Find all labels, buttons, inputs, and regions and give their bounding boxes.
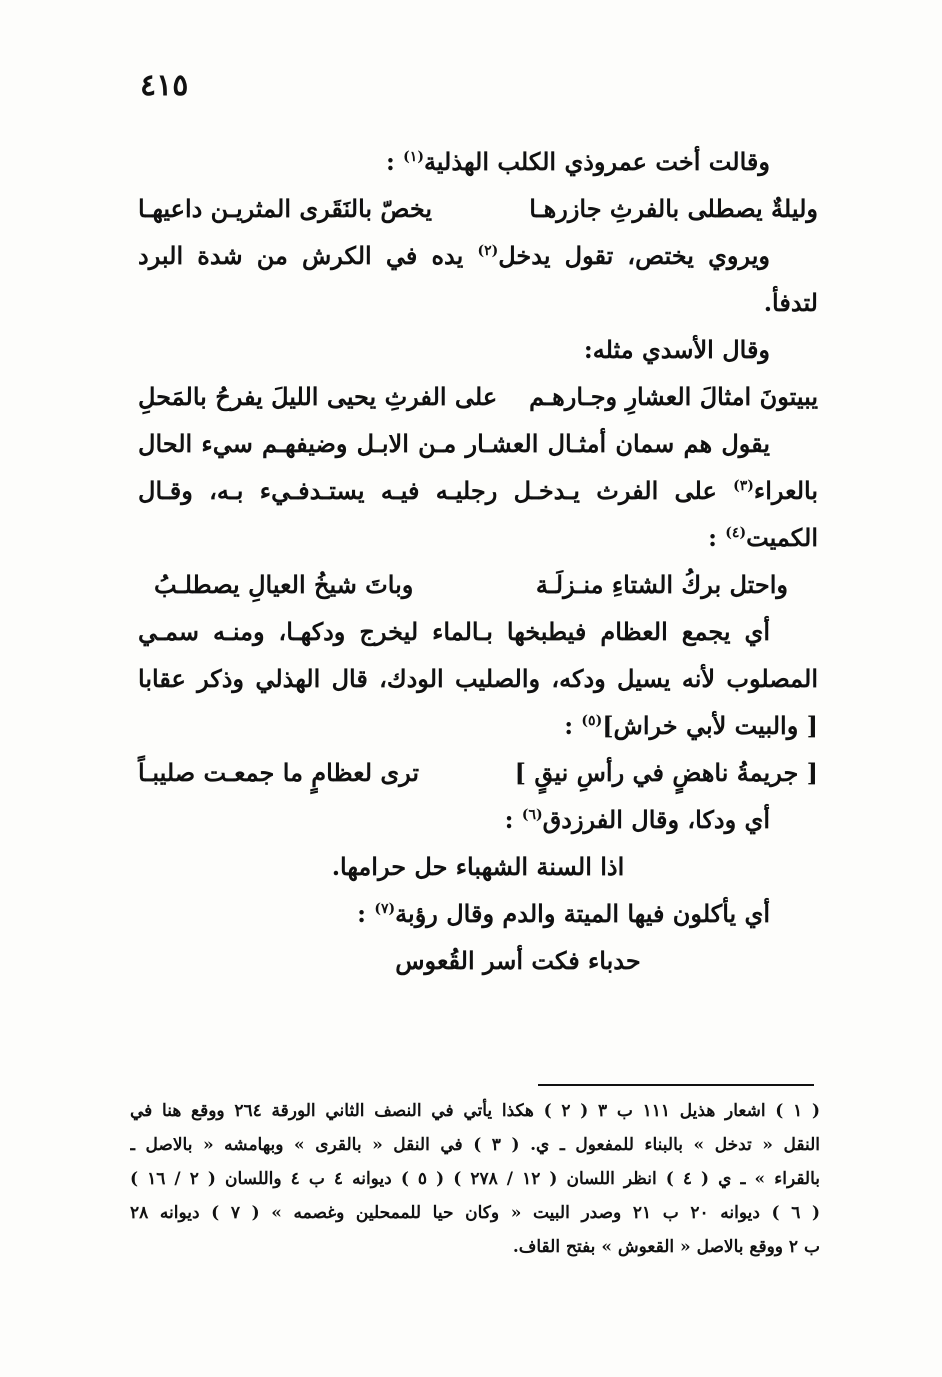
verse-line [138, 561, 818, 608]
verse-first-hemistich: واحتل بركُ الشتاءِ منـزلَـة [535, 570, 788, 599]
text-line: ويروي يختص، تقول يدخل$^{(٢)}$ يده في الكرش من شدة البرد [138, 241, 770, 270]
text-line: [ والبيت لأبي خراش]$^{(٥)}$ : [564, 711, 818, 740]
verse-second-hemistich: ترى لعظامٍ ما جمعـت صليبـاً [138, 758, 420, 787]
footnote-marker: (٥) [581, 713, 603, 729]
verse-second-hemistich: على الفرثِ يحيى الليلَ يفرحُ بالمَحلِ [138, 382, 498, 411]
footnote-marker: (١) [403, 149, 424, 165]
verse-first-hemistich: [ جريمةُ ناهضٍ في رأسِ نيقٍ ] [514, 758, 818, 787]
footnote-marker: (٢) [477, 243, 499, 259]
verse-first-hemistich: يبيتونَ امثالَ العشارِ وجـارهـم [529, 382, 818, 411]
footnote-marker: (٧) [374, 901, 396, 917]
footnote-separator [538, 1084, 814, 1086]
text-line: لتدفأ. [763, 288, 818, 317]
verse-second-hemistich: وباتَ شيخُ العيالِ يصطلـبُ [154, 570, 414, 599]
verse-line [138, 373, 818, 420]
text-line: يقول هم سمان أمثـال العشـار مـن الابـل وضيفهـم سيء الحال [138, 429, 770, 458]
footnote-marker: (٦) [521, 807, 543, 823]
verse-line [138, 185, 818, 232]
text-line: وقال الأسدي مثله: [583, 335, 770, 364]
text-line: وقالت أخت عمروذي الكلب الهذلية$^{(١)}$ : [385, 147, 770, 176]
text-line: أي ودكا، وقال الفرزدق$^{(٦)}$ : [504, 805, 770, 834]
text-line: الكميت$^{(٤)}$ : [708, 523, 818, 552]
verse-fragment: حدباء فكت أسر القُعوس [395, 946, 641, 975]
footnotes [130, 1094, 820, 1264]
footnote-line: ( ١ ) اشعار هذيل ١١١ ب ٣ ( ٢ ) هكذا يأتي في النصف الثاني الورقة ٢٦٤ ووقع هنا في [130, 1101, 820, 1121]
text-line: بالعراء$^{(٣)}$ على الفرث يـدخـل رجليـه فيـه يستـدفـيء بـه، وقـال [138, 476, 818, 505]
text-line: المصلوب لأنه يسيل ودكه، والصليب الودك، قال الهذلي وذكر عقابا [138, 664, 818, 693]
verse-line [138, 749, 818, 796]
footnote-marker: (٣) [733, 478, 754, 494]
verse-fragment: اذا السنة الشهباء حل حرامها. [331, 852, 625, 881]
page-number: ٤١٥ [140, 68, 189, 103]
text-line: أي يجمع العظام فيطبخها بـالماء ليخرج ودكهـا، ومنـه سمـي [138, 617, 770, 646]
main-text [138, 138, 818, 984]
verse-first-hemistich: وليلةٌ يصطلى بالفرثِ جازرهـا [529, 194, 818, 223]
text-line: أي يأكلون فيها الميتة والدم وقال رؤبة$^{(٧)}$ : [357, 899, 770, 928]
footnote-line: بالقراء » ـ ي ( ٤ ) انظر اللسان ( ١٢ / ٢٧٨ ) ( ٥ ) ديوانه ٤ ب ٤ واللسان ( ٢ / ١٦ ) [130, 1169, 820, 1189]
footnote-line: ( ٦ ) ديوانه ٢٠ ب ٢١ وصدر البيت « وكان حيا للممحلين وغصمه » ( ٧ ) ديوانه ٢٨ [130, 1203, 820, 1223]
footnote-marker: (٤) [725, 525, 747, 541]
footnote-line: النقل « تدخل » بالبناء للمفعول ـ ي. ( ٣ ) في النقل « بالقرى » وبهامشه « بالاصل ـ [130, 1135, 820, 1155]
verse-second-hemistich: يخصّ بالنَقَرى المثريـن داعيهـا [138, 194, 432, 223]
footnote-line: ب ٢ ووقع بالاصل « القعوش » بفتح القاف. [512, 1237, 820, 1257]
